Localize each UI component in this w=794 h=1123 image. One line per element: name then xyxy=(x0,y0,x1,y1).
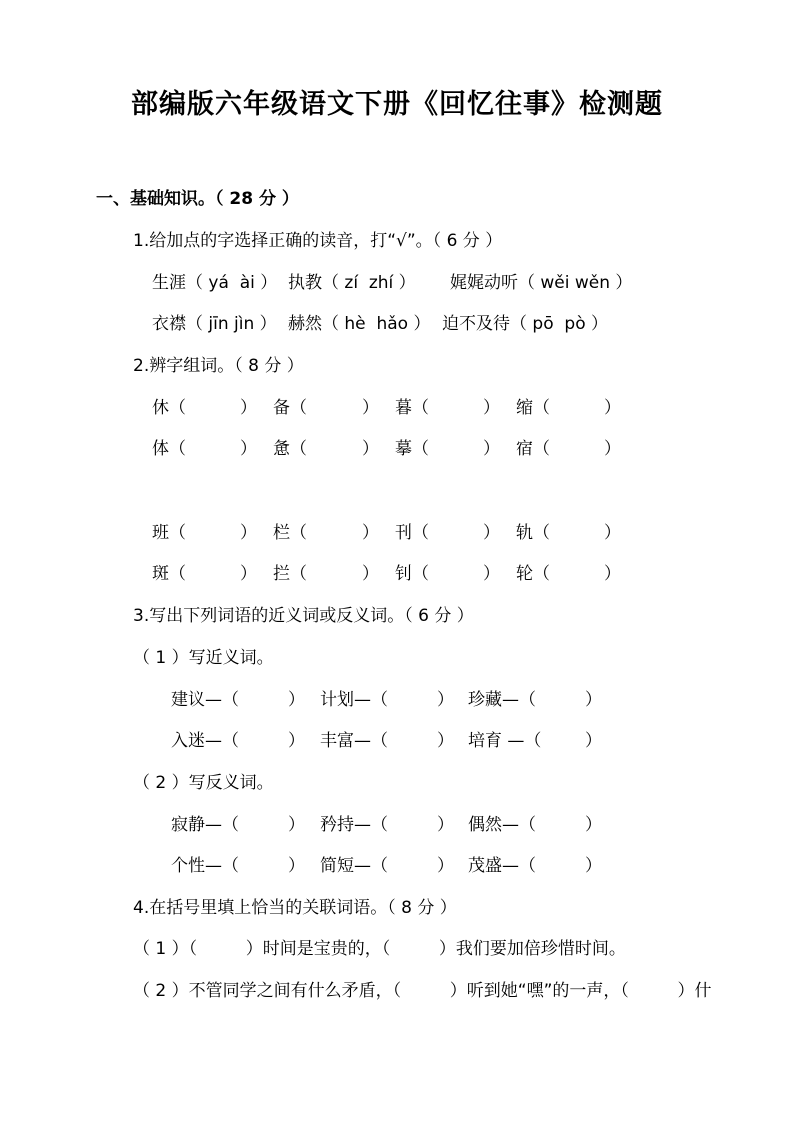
char-item: 备（ xyxy=(273,398,307,418)
blank-close: ） xyxy=(288,690,305,710)
char-item: 惫（ xyxy=(273,439,307,459)
blank-close: ） xyxy=(585,731,602,751)
blank-close: ） xyxy=(240,398,257,418)
blank-close: ） xyxy=(288,856,305,876)
char-item: 轮（ xyxy=(516,564,550,584)
pinyin-item: 迫不及待（ pō pò ） xyxy=(442,314,608,334)
blank-close: ） xyxy=(585,815,602,835)
word-item: 入迷—（ xyxy=(171,731,239,751)
word-item: 茂盛—（ xyxy=(468,856,536,876)
word-item: 计划—（ xyxy=(320,690,388,710)
char-item: 宿（ xyxy=(516,439,550,459)
subpart-antonyms: （ 2 ）写反义词。 xyxy=(133,773,274,793)
blank-close: ） xyxy=(288,731,305,751)
blank-close: ） xyxy=(362,398,379,418)
word-item: 矜持—（ xyxy=(320,815,388,835)
question-4-line-2: （ 2 ）不管同学之间有什么矛盾，（ ）听到她“嘿”的一声，（ ）什 xyxy=(133,981,712,1001)
question-3-title: 3.写出下列词语的近义词或反义词。（ 6 分 ） xyxy=(133,606,474,626)
char-item: 暮（ xyxy=(395,398,429,418)
word-item: 寂静—（ xyxy=(171,815,239,835)
blank-close: ） xyxy=(604,564,621,584)
blank-close: ） xyxy=(362,564,379,584)
word-item: 偶然—（ xyxy=(468,815,536,835)
blank-close: ） xyxy=(585,690,602,710)
blank-close: ） xyxy=(483,523,500,543)
blank-close: ） xyxy=(240,439,257,459)
char-item: 斑（ xyxy=(152,564,186,584)
blank-close: ） xyxy=(240,564,257,584)
page-title: 部编版六年级语文下册《回忆往事》检测题 xyxy=(131,89,663,120)
subpart-synonyms: （ 1 ）写近义词。 xyxy=(133,648,274,668)
blank-close: ） xyxy=(240,523,257,543)
question-4-title: 4.在括号里填上恰当的关联词语。（ 8 分 ） xyxy=(133,898,457,918)
pinyin-item: 赫然（ hè hǎo ） xyxy=(288,314,431,334)
pinyin-item: 执教（ zí zhí ） xyxy=(288,273,416,293)
question-4-line-1: （ 1 ）（ ）时间是宝贵的，（ ）我们要加倍珍惜时间。 xyxy=(133,939,626,959)
question-2-title: 2.辨字组词。（ 8 分 ） xyxy=(133,356,304,376)
word-item: 个性—（ xyxy=(171,856,239,876)
word-item: 珍藏—（ xyxy=(468,690,536,710)
blank-close: ） xyxy=(437,815,454,835)
blank-close: ） xyxy=(437,690,454,710)
blank-close: ） xyxy=(483,439,500,459)
pinyin-item: 生涯（ yá ài ） xyxy=(152,273,278,293)
question-1-title: 1.给加点的字选择正确的读音，打“√”。（ 6 分 ） xyxy=(133,231,503,251)
char-item: 缩（ xyxy=(516,398,550,418)
blank-close: ） xyxy=(483,564,500,584)
blank-close: ） xyxy=(437,856,454,876)
char-item: 休（ xyxy=(152,398,186,418)
blank-close: ） xyxy=(362,523,379,543)
blank-close: ） xyxy=(585,856,602,876)
pinyin-item: 娓娓动听（ wěi wěn ） xyxy=(450,273,633,293)
word-item: 培育 —（ xyxy=(468,731,542,751)
blank-close: ） xyxy=(604,439,621,459)
char-item: 钊（ xyxy=(395,564,429,584)
word-item: 建议—（ xyxy=(171,690,239,710)
char-item: 摹（ xyxy=(395,439,429,459)
char-item: 体（ xyxy=(152,439,186,459)
char-item: 班（ xyxy=(152,523,186,543)
char-item: 刊（ xyxy=(395,523,429,543)
word-item: 丰富—（ xyxy=(320,731,388,751)
blank-close: ） xyxy=(437,731,454,751)
section-heading: 一、基础知识。（ 28 分 ） xyxy=(96,189,299,209)
blank-close: ） xyxy=(604,398,621,418)
char-item: 轨（ xyxy=(516,523,550,543)
pinyin-item: 衣襟（ jīn jìn ） xyxy=(152,314,277,334)
char-item: 拦（ xyxy=(273,564,307,584)
blank-close: ） xyxy=(483,398,500,418)
blank-close: ） xyxy=(604,523,621,543)
word-item: 简短—（ xyxy=(320,856,388,876)
blank-close: ） xyxy=(288,815,305,835)
blank-close: ） xyxy=(362,439,379,459)
char-item: 栏（ xyxy=(273,523,307,543)
